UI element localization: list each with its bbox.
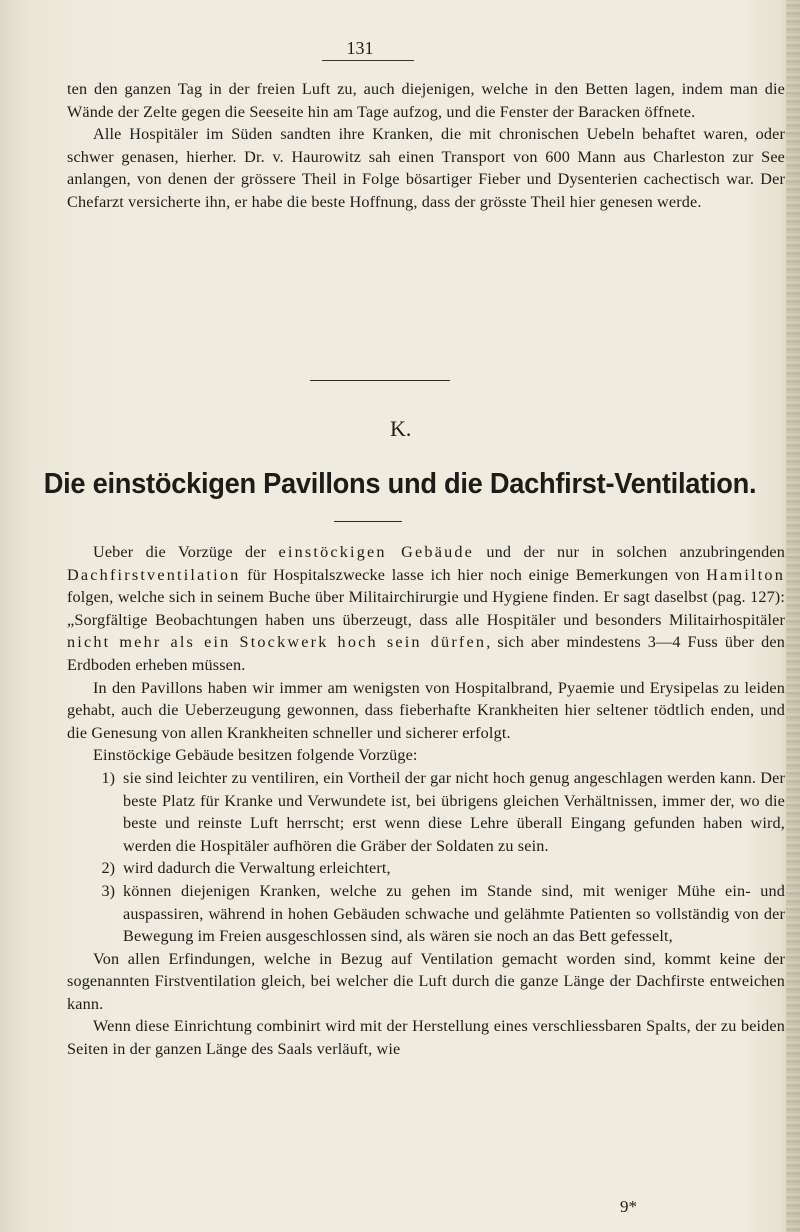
separator-rule — [310, 380, 450, 381]
section-title: Die einstöckigen Pavillons und die Dachfirst-Ventilation. — [43, 468, 757, 500]
advantages-list — [67, 767, 785, 948]
body-text-block — [67, 541, 785, 1061]
title-rule — [334, 521, 402, 522]
list-item — [93, 880, 785, 948]
list-number: 2) — [101, 859, 115, 878]
paragraph-hospitals: Alle Hospitäler im Süden sandten ihre Kranken, die mit chronischen Uebeln behaftet waren, oder schwer genasen, hierher. Dr. v. Haurowitz sah einen Transport von 600 Mann aus Charleston zur See anlangen, von denen der grössere Theil in Folge bösartiger Fieber und Dysenterien cachectisch war. Der Chefarzt versicherte ihn, er habe die beste Hoffnung, dass der grösste Theil hier genesen werde. — [67, 125, 785, 211]
emphasis-text: einstöckigen Gebäude — [278, 543, 475, 561]
list-text: sie sind leichter zu ventiliren, ein Vortheil der gar nicht hoch genug angeschlagen werden kann. Der beste Platz für Kranke und Verwundete ist, bei übrigens gleichen Verhältnissen, immer der, wo die beste und reinste Luft herrscht; erst wenn diese Lehre überall Eingang gefunden haben wird, werden die Hospitäler aufhören die Gräber der Soldaten zu sein. — [123, 768, 785, 855]
page-number: 131 — [346, 38, 374, 58]
binding-edge — [786, 0, 800, 1232]
paragraph-list-intro: Einstöckige Gebäude besitzen folgende Vorzüge: — [93, 746, 418, 765]
paragraph-pavillons: In den Pavillons haben wir immer am wenigsten von Hospitalbrand, Pyaemie und Erysipelas zu leiden gehabt, auch die Ueberzeugung gewonnen, dass fieberhafte Krankheiten hier seltener tödtlich enden, und die Genesung von allen Krankheiten schneller und sicherer erfolgt. — [67, 678, 785, 742]
paragraph-advantages: Ueber die Vorzüge der einstöckigen Gebäude und der nur in solchen anzubringenden Dachfirstventilation für Hospitalszwecke lasse ich hier noch einige Bemerkungen von Hamilton folgen, welche sich in seinem Buche über Militairchirurgie und Hygiene finden. Er sagt daselbst (pag. 127): „Sorgfältige Beobachtungen haben uns überzeugt, dass alle Hospitäler und besonders Militairhospitäler nicht mehr als ein Stockwerk hoch sein dürfen, sich aber mindestens 3—4 Fuss über den Erdboden erheben müssen. — [67, 543, 785, 674]
list-number: 3) — [101, 881, 115, 900]
section-letter: K. — [390, 416, 412, 441]
list-item — [93, 857, 785, 880]
page-number-rule — [322, 60, 414, 61]
list-item — [93, 767, 785, 857]
list-text: können diejenigen Kranken, welche zu gehen im Stande sind, mit weniger Mühe ein- und auspassiren, während in hohen Gebäuden schwache und gelähmte Patienten so vollständig von der Bewegung im Freien ausgeschlossen sind, als wären sie noch an das Bett gefesselt, — [123, 881, 785, 946]
top-text-block — [67, 78, 785, 214]
paragraph-continuation: ten den ganzen Tag in der freien Luft zu, auch diejenigen, welche in den Betten lagen, indem man die Wände der Zelte gegen die Seeseite hin am Tage aufzog, und die Fenster der Baracken öffnete. — [67, 80, 785, 121]
author-name: Hamilton — [706, 565, 785, 584]
paragraph-spalt: Wenn diese Einrichtung combinirt wird mit der Herstellung eines verschliessbaren Spalts, der zu beiden Seiten in der ganzen Länge des Saals verläuft, wie — [67, 1017, 785, 1059]
list-text: wird dadurch die Verwaltung erleichtert, — [123, 859, 391, 878]
emphasis-text: Dachfirstventilation — [67, 565, 241, 584]
paragraph-firstventilation: Von allen Erfindungen, welche in Bezug auf Ventilation gemacht worden sind, kommt keine der sogenannten Firstventilation gleich, bei welcher die Luft durch die ganze Länge der Dachfirste entweichen kann. — [67, 949, 785, 1013]
list-number: 1) — [101, 768, 115, 787]
emphasis-text: nicht mehr als ein Stockwerk hoch sein dürfen — [67, 633, 487, 652]
signature-mark: 9* — [620, 1197, 637, 1216]
